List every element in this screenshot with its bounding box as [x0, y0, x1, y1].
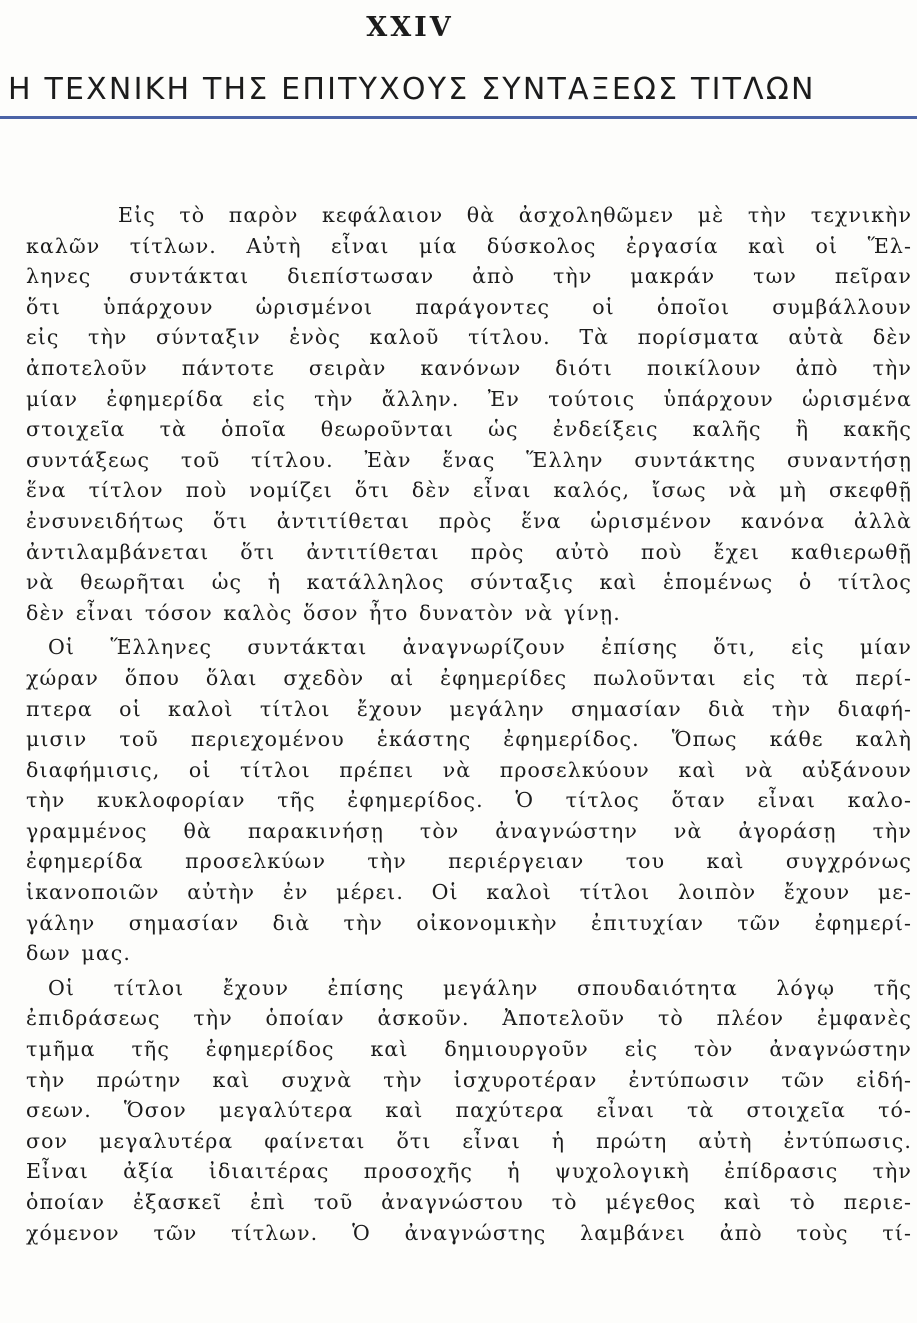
text-line: Οἱ τίτλοι ἔχουν ἐπίσης μεγάλην σπουδαιότητα λόγῳ τῆς: [48, 975, 912, 1000]
text-line: Εἶναι ἀξία ἰδιαιτέρας προσοχῆς ἡ ψυχολογικὴ ἐπίδρασις τὴν: [26, 1159, 912, 1184]
text-line: Οἱ Ἕλληνες συντάκται ἀναγνωρίζουν ἐπίσης ὅτι, εἰς μίαν: [48, 635, 912, 660]
text-line: νὰ θεωρῆται ὡς ἡ κατάλληλος σύνταξις καὶ ἑπομένως ὁ τίτλος: [26, 570, 912, 595]
text-line: γάλην σημασίαν διὰ τὴν οἰκονομικὴν ἐπιτυχίαν τῶν ἐφημερί-: [26, 910, 912, 935]
paragraph-1: [26, 200, 912, 628]
text-line: ἱκανοποιῶν αὐτὴν ἐν μέρει. Οἱ καλοὶ τίτλοι λοιπὸν ἔχουν με-: [26, 880, 912, 905]
title-rule: [0, 116, 917, 119]
text-line: ἐφημερίδα προσελκύων τὴν περιέργειαν του καὶ συγχρόνως: [26, 849, 912, 874]
chapter-number: XXIV: [366, 12, 454, 43]
text-line: μισιν τοῦ περιεχομένου ἑκάστης ἐφημερίδος. Ὅπως κάθε καλὴ: [26, 727, 912, 752]
text-line: εἰς τὴν σύνταξιν ἑνὸς καλοῦ τίτλου. Τὰ πορίσματα αὐτὰ δὲν: [26, 325, 912, 350]
text-line: ὁποίαν ἐξασκεῖ ἐπὶ τοῦ ἀναγνώστου τὸ μέγεθος καὶ τὸ περιε-: [26, 1190, 912, 1214]
text-line: χώραν ὅπου ὅλαι σχεδὸν αἱ ἐφημερίδες πωλοῦνται εἰς τὰ περί-: [26, 665, 912, 690]
text-line: ἐνσυνειδήτως ὅτι ἀντιτίθεται πρὸς ἕνα ὡρισμένον κανόνα ἀλλὰ: [26, 508, 912, 533]
text-line: τὴν πρώτην καὶ συχνὰ τὴν ἰσχυροτέραν ἐντύπωσιν τῶν εἰδή-: [26, 1067, 912, 1092]
text-line: στοιχεῖα τὰ ὁποῖα θεωροῦνται ὡς ἐνδείξεις καλῆς ἢ κακῆς: [26, 417, 912, 442]
text-line: μίαν ἐφημερίδα εἰς τὴν ἄλλην. Ἐν τούτοις ὑπάρχουν ὡρισμένα: [26, 386, 912, 411]
text-line: διαφήμισις, οἱ τίτλοι πρέπει νὰ προσελκύουν καὶ νὰ αὐξάνουν: [26, 757, 912, 782]
text-line: δων μας.: [26, 941, 132, 966]
text-line: ἀντιλαμβάνεται ὅτι ἀντιτίθεται πρὸς αὐτὸ ποὺ ἔχει καθιερωθῇ: [26, 539, 912, 564]
paragraph-2: [26, 632, 912, 969]
text-line: χόμενον τῶν τίτλων. Ὁ ἀναγνώστης λαμβάνει ἀπὸ τοὺς τί-: [26, 1220, 912, 1245]
text-line: ἕνα τίτλον ποὺ νομίζει ὅτι δὲν εἶναι καλός, ἴσως νὰ μὴ σκεφθῇ: [26, 478, 912, 503]
chapter-title: Η ΤΕΧΝΙΚΗ ΤΗΣ ΕΠΙΤΥΧΟΥΣ ΣΥΝΤΑΞΕΩΣ ΤΙΤΛΩΝ: [8, 72, 816, 107]
text-line: δὲν εἶναι τόσον καλὸς ὅσον ἦτο δυνατὸν νὰ γίνῃ.: [26, 600, 621, 625]
text-line: σεων. Ὅσον μεγαλύτερα καὶ παχύτερα εἶναι τὰ στοιχεῖα τό-: [26, 1098, 912, 1123]
text-line: τμῆμα τῆς ἐφημερίδος καὶ δημιουργοῦν εἰς τὸν ἀναγνώστην: [26, 1037, 912, 1062]
paragraph-3: [26, 973, 912, 1248]
text-line: σον μεγαλυτέρα φαίνεται ὅτι εἶναι ἡ πρώτη αὐτὴ ἐντύπωσις.: [26, 1128, 912, 1153]
body-text: [26, 200, 912, 1248]
text-line: συντάξεως τοῦ τίτλου. Ἐὰν ἕνας Ἕλλην συντάκτης συναντήσῃ: [26, 447, 912, 472]
text-line: ὅτι ὑπάρχουν ὡρισμένοι παράγοντες οἱ ὁποῖοι συμβάλλουν: [26, 294, 912, 319]
text-line: γραμμένος θὰ παρακινήσῃ τὸν ἀναγνώστην νὰ ἀγοράσῃ τὴν: [26, 818, 912, 843]
text-line: πτερα οἱ καλοὶ τίτλοι ἔχουν μεγάλην σημασίαν διὰ τὴν διαφή-: [26, 696, 912, 721]
text-line: ἐπιδράσεως τὴν ὁποίαν ἀσκοῦν. Ἀποτελοῦν τὸ πλέον ἐμφανὲς: [26, 1006, 912, 1031]
text-line: καλῶν τίτλων. Αὐτὴ εἶναι μία δύσκολος ἐργασία καὶ οἱ Ἕλ-: [26, 233, 912, 258]
text-line: ληνες συντάκται διεπίστωσαν ἀπὸ τὴν μακράν των πεῖραν: [26, 264, 912, 289]
text-line: Εἰς τὸ παρὸν κεφάλαιον θὰ ἀσχοληθῶμεν μὲ τὴν τεχνικὴν: [118, 203, 912, 227]
text-line: τὴν κυκλοφορίαν τῆς ἐφημερίδος. Ὁ τίτλος ὅταν εἶναι καλο-: [26, 788, 912, 813]
text-line: ἀποτελοῦν πάντοτε σειρὰν κανόνων διότι ποικίλουν ἀπὸ τὴν: [26, 355, 912, 380]
